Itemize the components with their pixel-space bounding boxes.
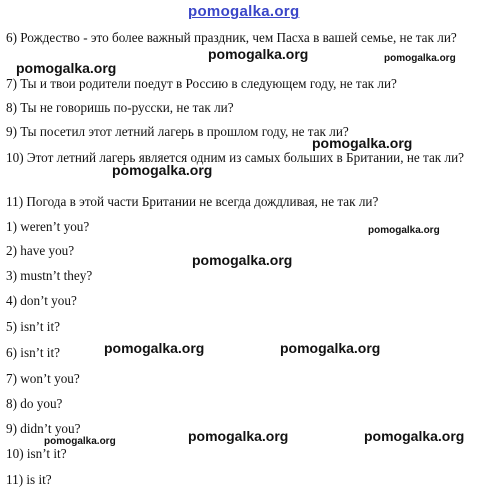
watermark: pomogalka.org — [192, 252, 293, 268]
answer-8: 8) do you? — [6, 396, 63, 411]
question-6: 6) Рождество - это более важный праздник, чем Пасха в вашей семье, не так ли? — [6, 30, 457, 45]
watermark: pomogalka.org — [280, 340, 381, 356]
watermark: pomogalka.org — [384, 53, 456, 64]
answer-9: 9) didn’t you? — [6, 421, 81, 436]
watermark: pomogalka.org — [364, 428, 465, 444]
watermark: pomogalka.org — [312, 135, 413, 151]
question-7: 7) Ты и твои родители поедут в Россию в следующем году, не так ли? — [6, 76, 397, 91]
watermark: pomogalka.org — [112, 162, 213, 178]
answer-7: 7) won’t you? — [6, 371, 80, 386]
answer-11: 11) is it? — [6, 472, 52, 487]
watermark: pomogalka.org — [16, 60, 117, 76]
question-8: 8) Ты не говоришь по-русски, не так ли? — [6, 100, 234, 115]
answer-1: 1) weren’t you? — [6, 219, 90, 234]
watermark: pomogalka.org — [104, 340, 205, 356]
watermark: pomogalka.org — [208, 46, 309, 62]
answer-4: 4) don’t you? — [6, 293, 77, 308]
watermark: pomogalka.org — [368, 225, 440, 236]
watermark: pomogalka.org — [188, 428, 289, 444]
answer-6: 6) isn’t it? — [6, 345, 60, 360]
answer-3: 3) mustn’t they? — [6, 268, 93, 283]
question-10: 10) Этот летний лагерь является одним из самых больших в Британии, не так ли? — [6, 150, 465, 165]
watermark: pomogalka.org — [44, 436, 116, 447]
question-9: 9) Ты посетил этот летний лагерь в прошлом году, не так ли? — [6, 124, 349, 139]
answer-10: 10) isn’t it? — [6, 446, 67, 461]
answer-5: 5) isn’t it? — [6, 319, 60, 334]
answer-2: 2) have you? — [6, 243, 75, 258]
site-header-watermark[interactable]: pomogalka.org — [188, 3, 300, 20]
question-11: 11) Погода в этой части Британии не всегда дождливая, не так ли? — [6, 194, 379, 209]
